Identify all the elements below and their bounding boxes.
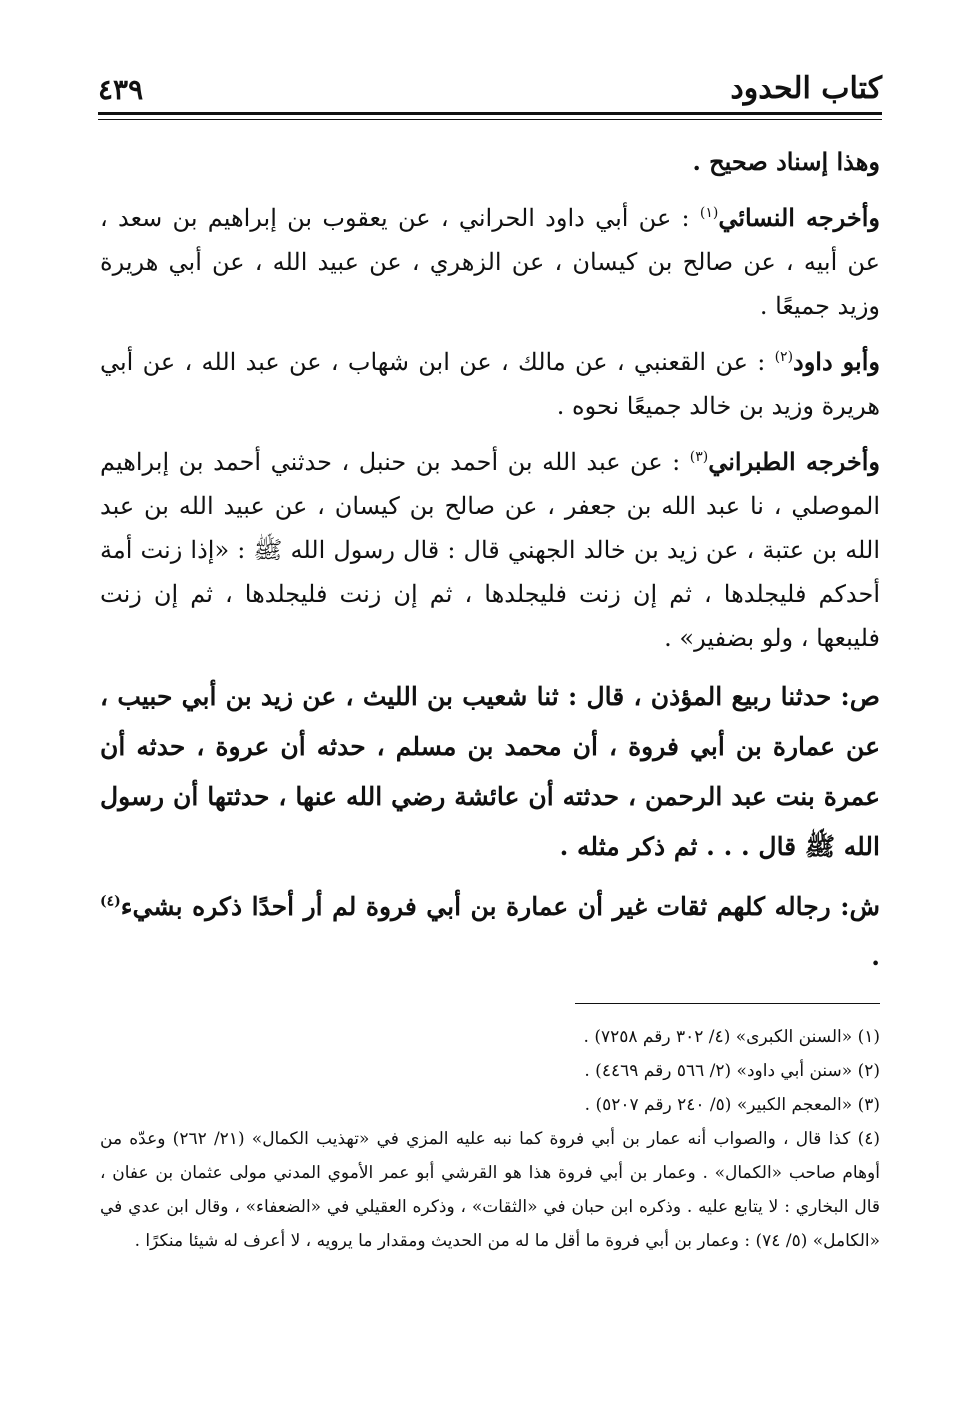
paragraph-3-lead: وأبو داود bbox=[793, 347, 880, 376]
running-title: كتاب الحدود bbox=[730, 71, 882, 106]
paragraph-1 bbox=[100, 140, 880, 184]
paragraph-5-text: ص: حدثنا ربيع المؤذن ، قال : ثنا شعيب بن الليث ، عن زيد بن أبي حبيب ، عن عمارة بن أبي فروة ، أن محمد بن مسلم ، حدثه أن عروة ، حدثه أن عمرة بنت عبد الرحمن ، حدثته أن عائشة رضي الله عنها ، حدثتها أن رسول الله ﷺ قال . . . ثم ذكر مثله . bbox=[100, 682, 880, 861]
footnote-ref-1: (١) bbox=[699, 205, 719, 221]
page-number: ٤٣٩ bbox=[98, 73, 144, 106]
main-text bbox=[100, 140, 880, 992]
footnote-ref-2: (٢) bbox=[774, 349, 794, 365]
header-rule-thin bbox=[98, 119, 882, 120]
paragraph-1-text: وهذا إسناد صحيح . bbox=[692, 147, 880, 176]
paragraph-6 bbox=[100, 882, 880, 982]
paragraph-6-end: . bbox=[871, 942, 880, 971]
paragraph-2-text: : عن أبي داود الحراني ، عن يعقوب بن إبراهيم بن سعد ، عن أبيه ، عن صالح بن كيسان ، عن الزهري ، عن عبيد الله ، عن أبي هريرة وزيد جميعًا . bbox=[100, 204, 880, 320]
footnote-4: (٤) كذا قال ، والصواب أنه عمار بن أبي فروة كما نبه عليه المزي في «تهذيب الكمال» (٢١/ ٢٦٢) وعدّه من أوهام صاحب «الكمال» . وعمار بن أبي فروة هذا هو القرشي أبو عمر الأموي المدني مولى عثمان بن عفان ، قال البخاري : لا يتابع عليه . وذكره ابن حبان في «الثقات» ، وذكره العقيلي في «الضعفاء» ، وقال ابن عدي في «الكامل» (٥/ ٧٤) : وعمار بن أبي فروة ما أقل ما له من الحديث ومقدار ما يرويه ، لا أعرف له شيئا منكرًا . bbox=[100, 1129, 880, 1251]
paragraph-2 bbox=[100, 196, 880, 328]
footnote-ref-3: (٣) bbox=[689, 449, 709, 465]
footnote-ref-4: (٤) bbox=[100, 893, 121, 910]
footnotes bbox=[100, 1020, 880, 1258]
paragraph-5 bbox=[100, 672, 880, 872]
paragraph-3-text: : عن القعنبي ، عن مالك ، عن ابن شهاب ، عن عبد الله ، عن أبي هريرة وزيد بن خالد جميعًا نحوه . bbox=[100, 348, 880, 420]
footnote-1: (١) «السنن الكبرى» (٤/ ٣٠٢ رقم ٧٢٥٨) . bbox=[583, 1027, 880, 1047]
footnote-2: (٢) «سنن أبي داود» (٢/ ٥٦٦ رقم ٤٤٦٩) . bbox=[584, 1061, 880, 1081]
footnote-3: (٣) «المعجم الكبير» (٥/ ٢٤٠ رقم ٥٢٠٧) . bbox=[584, 1095, 880, 1115]
page-header bbox=[98, 62, 882, 106]
footnote-separator bbox=[575, 1003, 880, 1004]
paragraph-4 bbox=[100, 440, 880, 660]
paragraph-3 bbox=[100, 340, 880, 428]
paragraph-4-text: : عن عبد الله بن أحمد بن حنبل ، حدثني أحمد بن إبراهيم الموصلي ، نا عبد الله بن جعفر ، عن صالح بن كيسان ، عن عبيد الله بن عبد الله بن عتبة ، عن زيد بن خالد الجهني قال : قال رسول الله ﷺ : «إذا زنت أمة أحدكم فليجلدها ، ثم إن زنت فليجلدها ، ثم إن زنت فليجلدها ، ثم إن زنت فليبعها ، ولو بضفير» . bbox=[100, 448, 880, 652]
paragraph-2-lead: وأخرجه النسائي bbox=[718, 203, 880, 232]
header-rule-thick bbox=[98, 112, 882, 115]
paragraph-4-lead: وأخرجه الطبراني bbox=[708, 447, 880, 476]
paragraph-6-text: ش: رجاله كلهم ثقات غير أن عمارة بن أبي فروة لم أر أحدًا ذكره بشيء bbox=[120, 892, 880, 921]
